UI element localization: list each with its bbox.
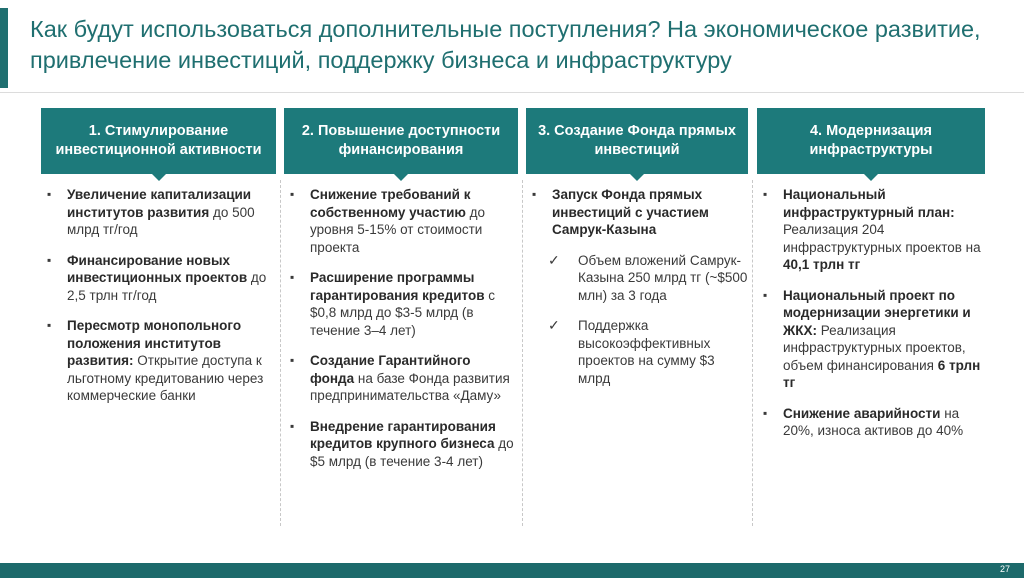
item-text: Поддержка высокоэффективных проектов на сумму $3 млрд [578, 318, 715, 386]
list-item [284, 352, 518, 405]
bullet-icon: ▪ [532, 187, 537, 201]
item-bold-text: Национальный инфраструктурный план: [783, 187, 955, 220]
column-3-body [526, 186, 748, 400]
item-text: до 500 млрд тг/год [67, 204, 255, 237]
column-4-body [757, 186, 989, 453]
item-text: до $5 млрд (в течение 3-4 лет) [310, 436, 514, 469]
item-bold-text: Внедрение гарантирования кредитов крупного бизнеса [310, 418, 496, 451]
item-bold-text: Создание Гарантийного фонда [310, 353, 471, 386]
item-bold-text: Увеличение капитализации институтов развития [67, 187, 252, 220]
column-2-body [284, 186, 518, 483]
list-item [526, 186, 748, 239]
column-2-header: 2. Повышение доступности финансирования [284, 108, 518, 174]
check-item [526, 317, 748, 387]
bullet-icon: ▪ [763, 187, 768, 201]
title-bar [0, 0, 1024, 92]
check-item [526, 252, 748, 305]
item-text: до уровня 5-15% от стоимости проекта [310, 204, 486, 255]
list-item [41, 252, 276, 305]
item-text: с $0,8 млрд до $3-5 млрд (в течение 3–4 лет) [310, 287, 496, 338]
bullet-icon: ▪ [47, 318, 52, 332]
item-bold-text: Запуск Фонда прямых инвестиций с участием Самрук-Казына [552, 187, 709, 237]
item-text: Реализация инфраструктурных проектов, объем финансирования [783, 322, 966, 373]
column-divider [522, 180, 523, 526]
bullet-icon: ▪ [290, 353, 295, 367]
column-3-header: 3. Создание Фонда прямых инвестиций [526, 108, 748, 174]
column-divider [752, 180, 753, 526]
column-4-header: 4. Модернизация инфраструктуры [757, 108, 985, 174]
list-item [757, 405, 989, 440]
item-bold-text: Снижение требований к собственному участию [310, 187, 471, 220]
list-item [41, 317, 276, 405]
list-item [41, 186, 276, 239]
item-bold-value: 40,1 трлн тг [783, 257, 861, 272]
list-item [757, 186, 989, 274]
bullet-icon: ▪ [763, 287, 768, 302]
checkmark-icon: ✓ [548, 317, 560, 333]
column-1-header: 1. Стимулирование инвестиционной активности [41, 108, 276, 174]
footer-bar [0, 563, 1024, 578]
column-1-body [41, 186, 276, 418]
list-item [284, 418, 518, 471]
bullet-icon: ▪ [47, 252, 52, 267]
bullet-icon: ▪ [290, 418, 295, 433]
item-text: на базе Фонда развития предпринимательства «Даму» [310, 370, 510, 403]
bullet-icon: ▪ [290, 187, 295, 201]
column-divider [280, 180, 281, 526]
item-bold-text: Пересмотр монопольного положения институтов развития: [67, 318, 242, 368]
item-bold-text: Финансирование новых инвестиционных проектов [67, 252, 248, 285]
item-bold-text: Национальный проект по модернизации энергетики и ЖКХ: [783, 287, 971, 338]
item-text: на 20%, износа активов до 40% [783, 405, 964, 438]
bullet-icon: ▪ [763, 405, 768, 420]
list-item [757, 287, 989, 392]
bullet-icon: ▪ [290, 270, 295, 284]
bullet-icon: ▪ [47, 187, 52, 201]
title-accent-bar [0, 8, 8, 88]
page-number: 27 [999, 564, 1010, 574]
item-text: Открытие доступа к льготному кредитованию через коммерческие банки [67, 353, 264, 403]
item-bold-value: 6 трлн тг [783, 357, 981, 390]
item-text: Реализация 204 инфраструктурных проектов на [783, 222, 981, 255]
item-bold-text: Расширение программы гарантирования кредитов [310, 270, 485, 303]
item-text: Объем вложений Самрук-Казына 250 млрд тг (~$500 млн) за 3 года [578, 252, 748, 303]
title-divider [0, 92, 1024, 93]
item-text: до 2,5 трлн тг/год [67, 270, 267, 303]
checkmark-icon: ✓ [548, 251, 560, 268]
slide-title: Как будут использоваться дополнительные поступления? На экономическое развитие, привлечение инвестиций, поддержку бизнеса и инфраструктуру [30, 16, 981, 73]
item-bold-text: Снижение аварийности [783, 405, 941, 421]
list-item [284, 186, 518, 256]
list-item [284, 269, 518, 339]
